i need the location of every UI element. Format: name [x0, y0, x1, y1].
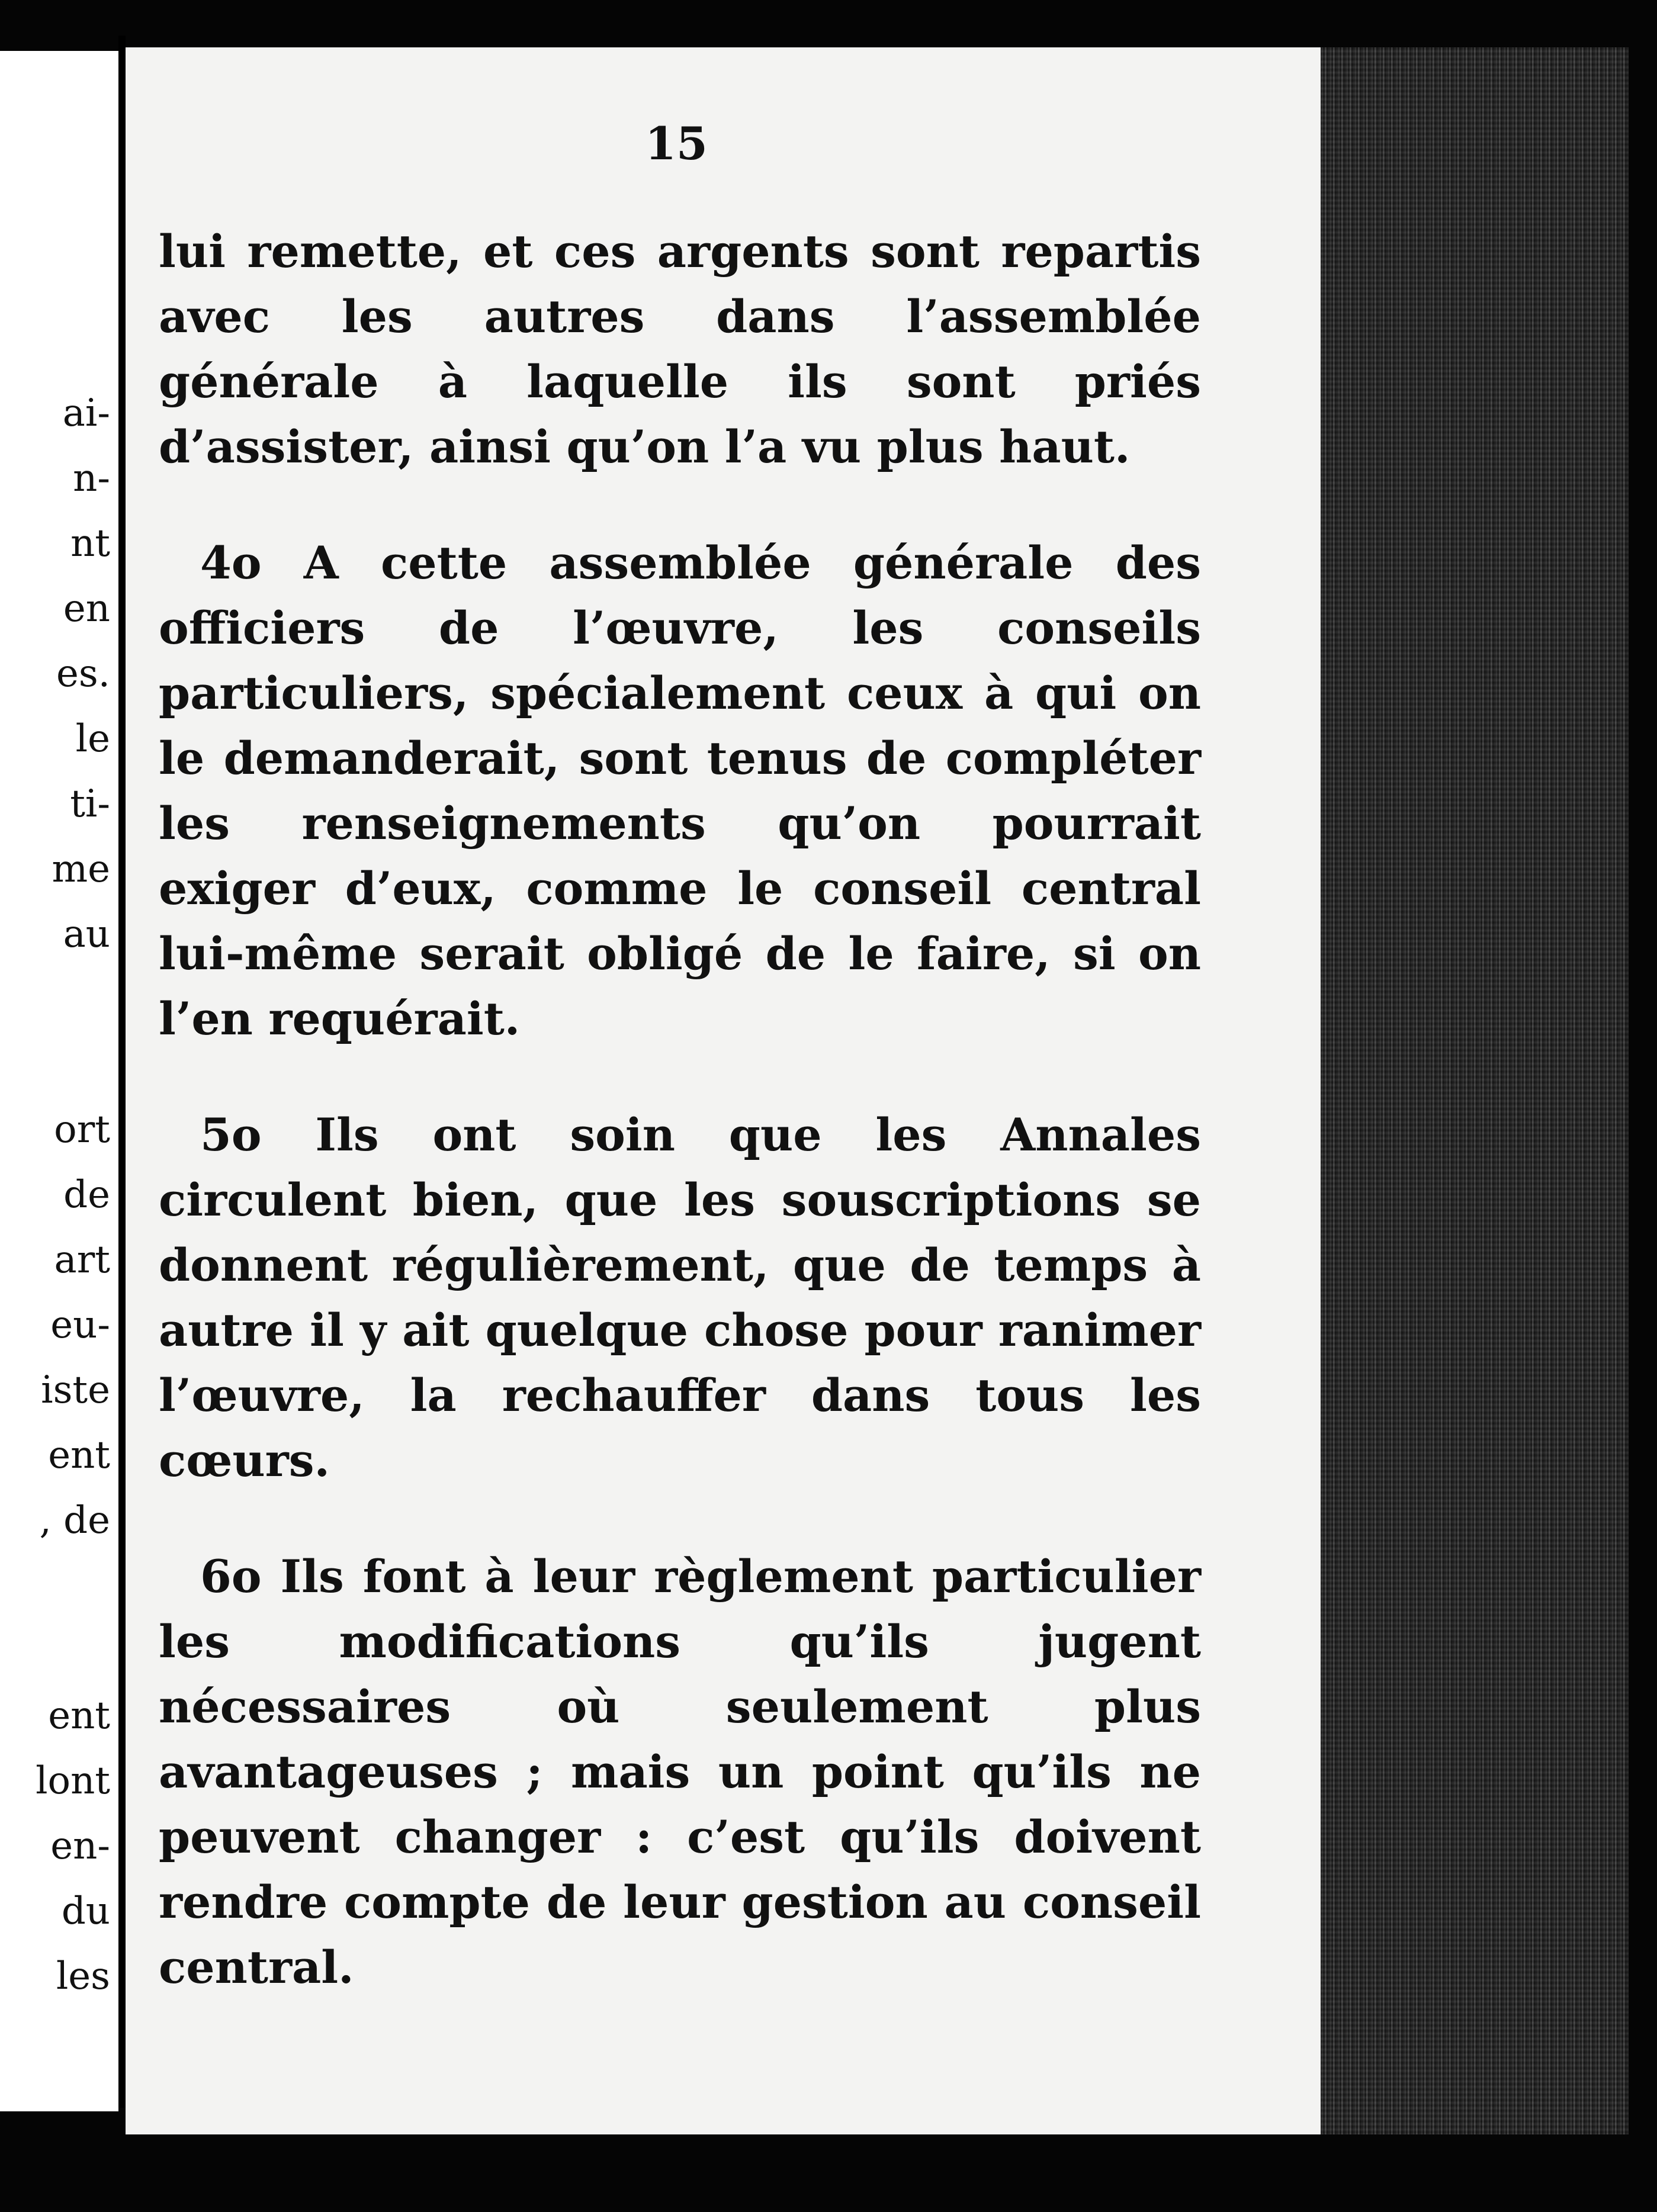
left-fragment: les	[56, 1954, 110, 1998]
left-fragment: ort	[54, 1108, 110, 1152]
left-fragment: nt	[70, 522, 110, 565]
left-fragment: de	[63, 1173, 110, 1217]
book-page	[126, 47, 1321, 2134]
page-edges	[1321, 47, 1629, 2134]
left-fragment: es.	[56, 652, 110, 696]
left-fragment: ent	[48, 1433, 110, 1477]
facing-page-fragment	[0, 51, 118, 2111]
left-fragment: le	[75, 717, 110, 761]
paragraph	[159, 1102, 1201, 1493]
paragraph	[159, 219, 1201, 480]
paragraph-text: A cette assemblée générale des officiers de l’œuvre, les conseils particuliers, spécialement ceux à qui on le demanderait, sont tenus de compléter les renseignements qu’on pourrait exiger d’eux, comme le conseil central lui-même serait obligé de le faire, si on l’en requérait.	[159, 536, 1201, 1045]
paragraph-number: 4o	[200, 536, 262, 589]
left-fragment: n-	[73, 456, 110, 500]
paragraph-text: lui remette, et ces argents sont repartis avec les autres dans l’assemblée générale à laquelle ils sont priés d’assister, ainsi qu’on l’a vu plus haut.	[159, 225, 1201, 473]
paragraph-number: 5o	[200, 1108, 262, 1161]
left-fragment: eu-	[50, 1303, 110, 1347]
paragraph-text: Ils font à leur règlement particulier les modifications qu’ils jugent nécessaires où seulement plus avantageuses ; mais un point qu’ils ne peuvent changer : c’est qu’ils doivent rendre compte de leur gestion au conseil central.	[159, 1550, 1201, 1994]
left-fragment: en-	[50, 1824, 110, 1868]
left-fragment: iste	[41, 1368, 110, 1412]
left-fragment: , de	[39, 1499, 110, 1542]
book-spine	[118, 36, 126, 2108]
left-fragment: en	[63, 587, 110, 631]
left-fragment: ent	[48, 1694, 110, 1738]
paragraph	[159, 531, 1201, 1052]
left-fragment: du	[61, 1889, 110, 1933]
page-number: 15	[645, 117, 708, 170]
left-fragment: lont	[36, 1759, 110, 1803]
paragraph	[159, 1544, 1201, 2000]
left-fragment: ti-	[70, 782, 110, 826]
paragraph-text: Ils ont soin que les Annales circulent bien, que les souscriptions se donnent régulièrement, que de temps à autre il y ait quelque chose pour ranimer l’œuvre, la rechauffer dans tous les cœurs.	[159, 1108, 1201, 1487]
left-fragment: art	[54, 1238, 110, 1282]
left-fragment: me	[52, 847, 110, 891]
paragraph-number: 6o	[200, 1550, 262, 1603]
page-text	[159, 219, 1201, 2051]
left-fragment: au	[63, 912, 110, 956]
left-fragment: ai-	[62, 391, 110, 435]
